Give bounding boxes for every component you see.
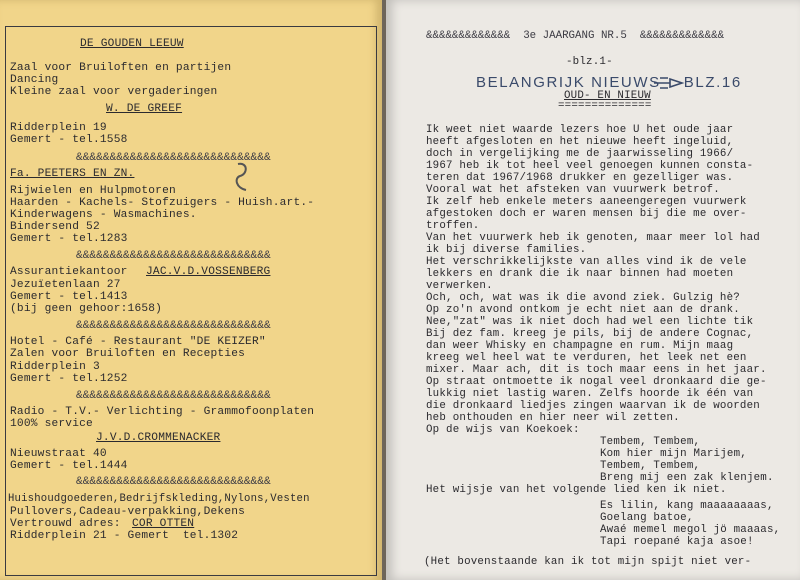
ad-line: 100% service: [10, 418, 93, 430]
body-line: die dronkaard liedjes zingen waarvan ik de woorden: [426, 400, 760, 412]
page-number: -blz.1-: [566, 56, 613, 68]
ad-heading-vossenberg: JAC.V.D.VOSSENBERG: [146, 266, 271, 278]
body-line: doch in vergelijking me de jaarwisseling 1966/: [426, 148, 734, 160]
song-line: Goelang batoe,: [600, 512, 694, 524]
ad-address: Jezuïetenlaan 27: [10, 279, 121, 291]
separator-line: &&&&&&&&&&&&&&&&&&&&&&&&&&&&&: [76, 320, 271, 332]
ad-heading-peeters: Fa. PEETERS EN ZN.: [10, 168, 135, 180]
ad-address: Ridderplein 3: [10, 361, 100, 373]
ad-address: (bij geen gehoor:1658): [10, 303, 163, 315]
body-line: heb onthouden en hier neer wil zetten.: [426, 412, 680, 424]
ad-address: Ridderplein 21 - Gemert tel.1302: [10, 530, 239, 542]
body-line: lekkers en drank die ik naar binnen had moeten: [426, 268, 734, 280]
body-line: lukkig niet lastig waren. Zelfs hoorde ik één van: [426, 388, 754, 400]
separator-line: &&&&&&&&&&&&&&&&&&&&&&&&&&&&&: [76, 476, 271, 488]
ad-line: Radio - T.V.- Verlichting - Grammofoonplaten: [10, 406, 315, 418]
body-line: heeft afgesloten en het nieuwe heeft ingeluid,: [426, 136, 734, 148]
separator-line: &&&&&&&&&&&&&&&&&&&&&&&&&&&&&: [76, 250, 271, 262]
body-line: Vooral wat het afsteken van vuurwerk betrof.: [426, 184, 720, 196]
song-line: Awaé memel megol jö maaaas,: [600, 524, 781, 536]
separator-line: &&&&&&&&&&&&&&&&&&&&&&&&&&&&&: [76, 390, 271, 402]
body-line: Van het vuurwerk heb ik genoten, maar meer lol had: [426, 232, 760, 244]
ad-line: Kinderwagens - Wasmachines.: [10, 209, 197, 221]
ad-name-crommenacker: J.V.D.CROMMENACKER: [96, 432, 221, 444]
body-line: Ik weet niet waarde lezers hoe U het oude jaar: [426, 124, 734, 136]
ad-line-keizer: Hotel - Café - Restaurant "DE KEIZER": [10, 336, 266, 348]
handwritten-mark-icon: [230, 160, 254, 194]
body-line: teren dat 1967/1968 drukker en gezelliger was.: [426, 172, 734, 184]
ad-address: Bindersend 52: [10, 221, 100, 233]
body-line: troffen.: [426, 220, 480, 232]
song-line: Kom hier mijn Marijem,: [600, 448, 747, 460]
body-line: Op straat ontmoette ik nogal veel dronkaard die ge-: [426, 376, 767, 388]
body-line: Och, och, wat was ik die avond ziek. Gulzig hè?: [426, 292, 740, 304]
body-line: Op zo'n avond ontkom je echt niet aan de drank.: [426, 304, 740, 316]
song-line: Tembem, Tembem,: [600, 436, 701, 448]
ad-name-prefix: Vertrouwd adres:: [10, 518, 121, 530]
ad-line: Zalen voor Bruiloften en Recepties: [10, 348, 246, 360]
body-line: mixer. Maar ach, dit is toch maar eens in het jaar.: [426, 364, 767, 376]
issue-header: &&&&&&&&&&&&& 3e JAARGANG NR.5 &&&&&&&&&&&&&: [426, 30, 725, 42]
body-line: afgestoken doch er waren mensen bij die me over-: [426, 208, 747, 220]
ad-line: Dancing: [10, 74, 59, 86]
ad-address: Ridderplein 19: [10, 122, 107, 134]
body-line: Nee,"zat" was ik niet doch had wel een lichte tik: [426, 316, 754, 328]
body-line: verwerken.: [426, 280, 493, 292]
ad-line: Pullovers,Cadeau-verpakking,Dekens: [10, 506, 246, 518]
song-line: Tapi roepané kaja asoe!: [600, 536, 754, 548]
ad-name-cor-otten: COR OTTEN: [132, 518, 195, 530]
ad-line: Zaal voor Bruiloften en partijen: [10, 62, 232, 74]
ad-address: Nieuwstraat 40: [10, 448, 107, 460]
ad-line: Huishoudgoederen,Bedrijfskleding,Nylons,Vesten: [8, 493, 310, 505]
title-underline: ==============: [558, 100, 652, 112]
separator-line: &&&&&&&&&&&&&&&&&&&&&&&&&&&&&: [76, 152, 271, 164]
body-line: Ik zelf heb enkele meters aaneengeregen vuurwerk: [426, 196, 747, 208]
ad-line: Kleine zaal voor vergaderingen: [10, 86, 218, 98]
body-line: Op de wijs van Koekoek:: [426, 424, 580, 436]
body-line: (Het bovenstaande kan ik tot mijn spijt niet ver-: [424, 556, 752, 568]
big-news-banner: BELANGRIJK NIEUWS BLZ.16: [476, 74, 742, 91]
body-line: Het wijsje van het volgende lied ken ik niet.: [426, 484, 727, 496]
body-line: ik bij diverse families.: [426, 244, 587, 256]
ad-name-de-greef: W. DE GREEF: [106, 103, 183, 115]
body-line: Bij dez fam. kreeg je pils, bij de andere Cognac,: [426, 328, 754, 340]
ad-address: Gemert - tel.1558: [10, 134, 128, 146]
ad-heading-gouden-leeuw: DE GOUDEN LEEUW: [80, 38, 184, 50]
body-line: Het verschrikkelijkste van alles vind ik de vele: [426, 256, 747, 268]
ad-address: Gemert - tel.1444: [10, 460, 128, 472]
pointing-hand-icon: [652, 74, 686, 92]
ad-address: Gemert - tel.1283: [10, 233, 128, 245]
body-line: 1967 heb ik tot heel veel genoegen kunnen consta-: [426, 160, 754, 172]
ad-address: Gemert - tel.1413: [10, 291, 128, 303]
left-page: [0, 0, 382, 580]
body-line: dan weer Whisky en champagne en rum. Mijn maag: [426, 340, 734, 352]
ad-address: Gemert - tel.1252: [10, 373, 128, 385]
song-line: Es lilin, kang maaaaaaaas,: [600, 500, 774, 512]
article-title: OUD- EN NIEUW: [564, 90, 651, 102]
song-line: Tembem, Tembem,: [600, 460, 701, 472]
body-line: kreeg wel heel wat te verduren, het leek net een: [426, 352, 747, 364]
song-line: Breng mij een zak klenjem.: [600, 472, 774, 484]
ad-line: Rijwielen en Hulpmotoren: [10, 185, 176, 197]
ad-line: Haarden - Kachels- Stofzuigers - Huish.art.-: [10, 197, 315, 209]
ad-heading-prefix: Assurantiekantoor: [10, 266, 128, 278]
